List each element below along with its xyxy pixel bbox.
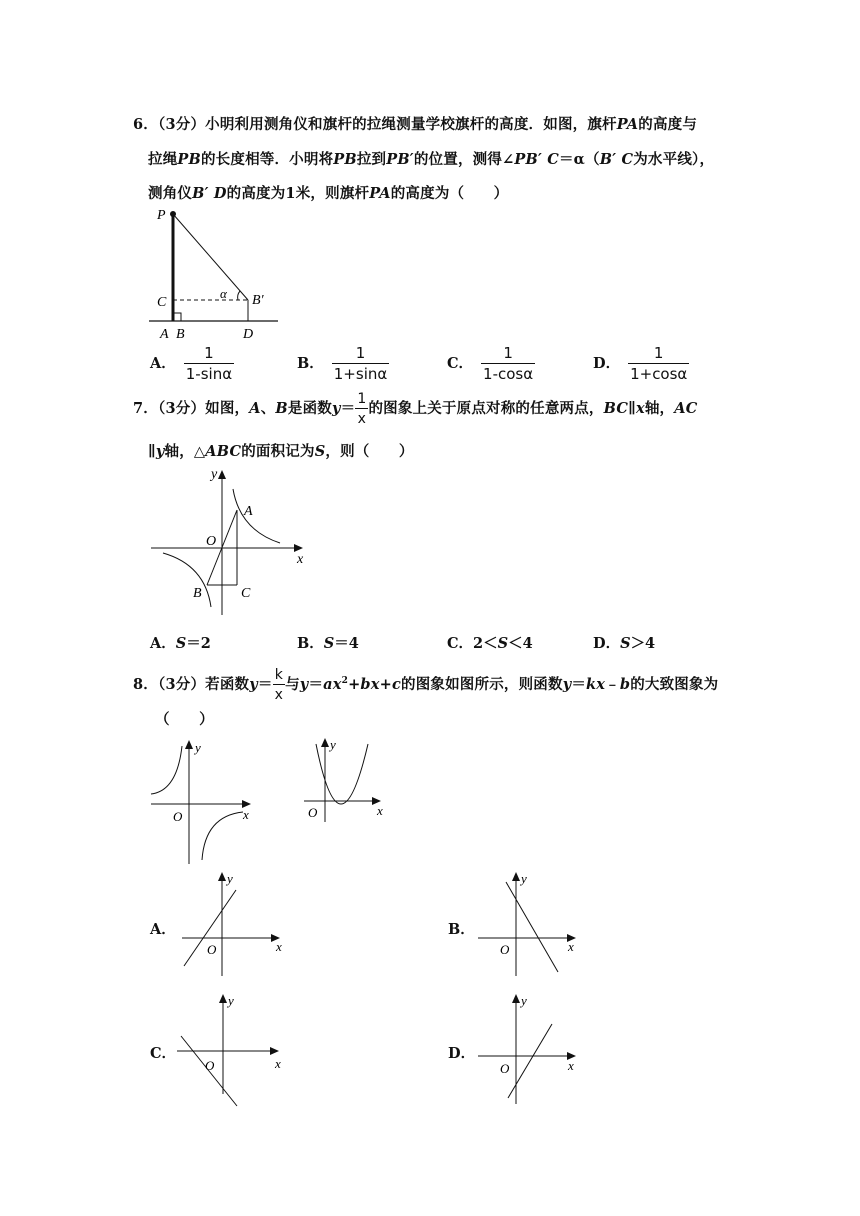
q6-option-a[interactable]: A． $\frac{1}{1-\sin\alpha}$ — [150, 344, 233, 383]
label-alpha: α — [220, 286, 227, 301]
label-x: x — [568, 939, 574, 954]
q8-option-a-graph[interactable] — [180, 868, 290, 978]
label-B: B — [193, 586, 202, 601]
q8-option-c-graph[interactable] — [175, 990, 290, 1110]
q8-option-d[interactable]: D． — [448, 1045, 476, 1062]
q7-line-1: 7．（3分）如图，A、B是函数y＝ $\frac{1}{x}$ 的图象上关于原点对称的任意两点，BC∥x轴，AC — [133, 391, 698, 427]
label-x: x — [568, 1058, 574, 1073]
q6-figure — [145, 203, 285, 343]
label-y: y — [195, 740, 201, 755]
q7-line-2: ∥y轴，△ABC的面积记为S，则（ ） — [148, 443, 414, 460]
label-x: x — [377, 803, 383, 818]
q8-line-1: 8．（3分）若函数y＝ $\frac{k}{x}$ 与$y=ax^2+bx+c$的图象如图所示，则函数y＝kx﹣b的大致图象为 — [133, 667, 719, 703]
q6-line-1: 6．（3分）小明利用测角仪和旗杆的拉绳测量学校旗杆的高度．如图，旗杆PA的高度与 — [133, 116, 698, 133]
label-x: x — [297, 552, 304, 567]
label-O: O — [173, 809, 183, 824]
q8-option-b-graph[interactable] — [476, 868, 586, 978]
q7-option-c[interactable]: C．2＜S＜4 — [447, 635, 533, 652]
label-O: O — [500, 942, 510, 957]
label-O: O — [206, 534, 217, 549]
q8-parabola-figure — [300, 734, 390, 824]
q8-line-2: （ ） — [155, 711, 214, 728]
label-O: O — [205, 1058, 215, 1073]
label-x: x — [243, 807, 249, 822]
label-y: y — [227, 871, 233, 886]
q6-line-3: 测角仪B′ D的高度为1米，则旗杆PA的高度为（ ） — [148, 185, 509, 202]
q7-option-d[interactable]: D．S＞4 — [593, 635, 656, 652]
label-x: x — [276, 939, 282, 954]
label-A: A — [244, 504, 253, 519]
label-O: O — [308, 805, 318, 820]
q7-option-a[interactable]: A．S＝2 — [150, 635, 211, 652]
q6-option-c[interactable]: C． $\frac{1}{1-\cos\alpha}$ — [447, 344, 534, 383]
label-O: O — [207, 942, 217, 957]
q8-option-d-graph[interactable] — [476, 990, 586, 1110]
q6-line-2: 拉绳PB的长度相等．小明将PB拉到PB′的位置，测得∠PB′ C＝α（B′ C为水平线）， — [148, 151, 715, 168]
label-x: x — [275, 1056, 281, 1071]
label-B-prime: B′ — [252, 293, 264, 308]
label-y: y — [228, 993, 234, 1008]
label-y: y — [521, 993, 527, 1008]
q6-option-d[interactable]: D． $\frac{1}{1+\cos\alpha}$ — [593, 344, 688, 383]
q8-option-c[interactable]: C． — [150, 1045, 177, 1062]
q7-figure — [145, 465, 315, 620]
q7-option-b[interactable]: B．S＝4 — [297, 635, 359, 652]
label-O: O — [500, 1061, 510, 1076]
label-D: D — [243, 327, 254, 342]
label-C: C — [241, 586, 251, 601]
label-y: y — [211, 467, 218, 482]
label-y: y — [521, 871, 527, 886]
q8-option-b[interactable]: B． — [448, 921, 475, 938]
label-A: A — [160, 327, 169, 342]
q6-option-b[interactable]: B． $\frac{1}{1+\sin\alpha}$ — [297, 344, 388, 383]
label-P: P — [157, 208, 166, 223]
label-B: B — [176, 327, 185, 342]
q8-option-a[interactable]: A． — [150, 921, 176, 938]
label-C: C — [157, 295, 167, 310]
q8-hyperbola-figure — [145, 736, 260, 866]
label-y: y — [330, 737, 336, 752]
